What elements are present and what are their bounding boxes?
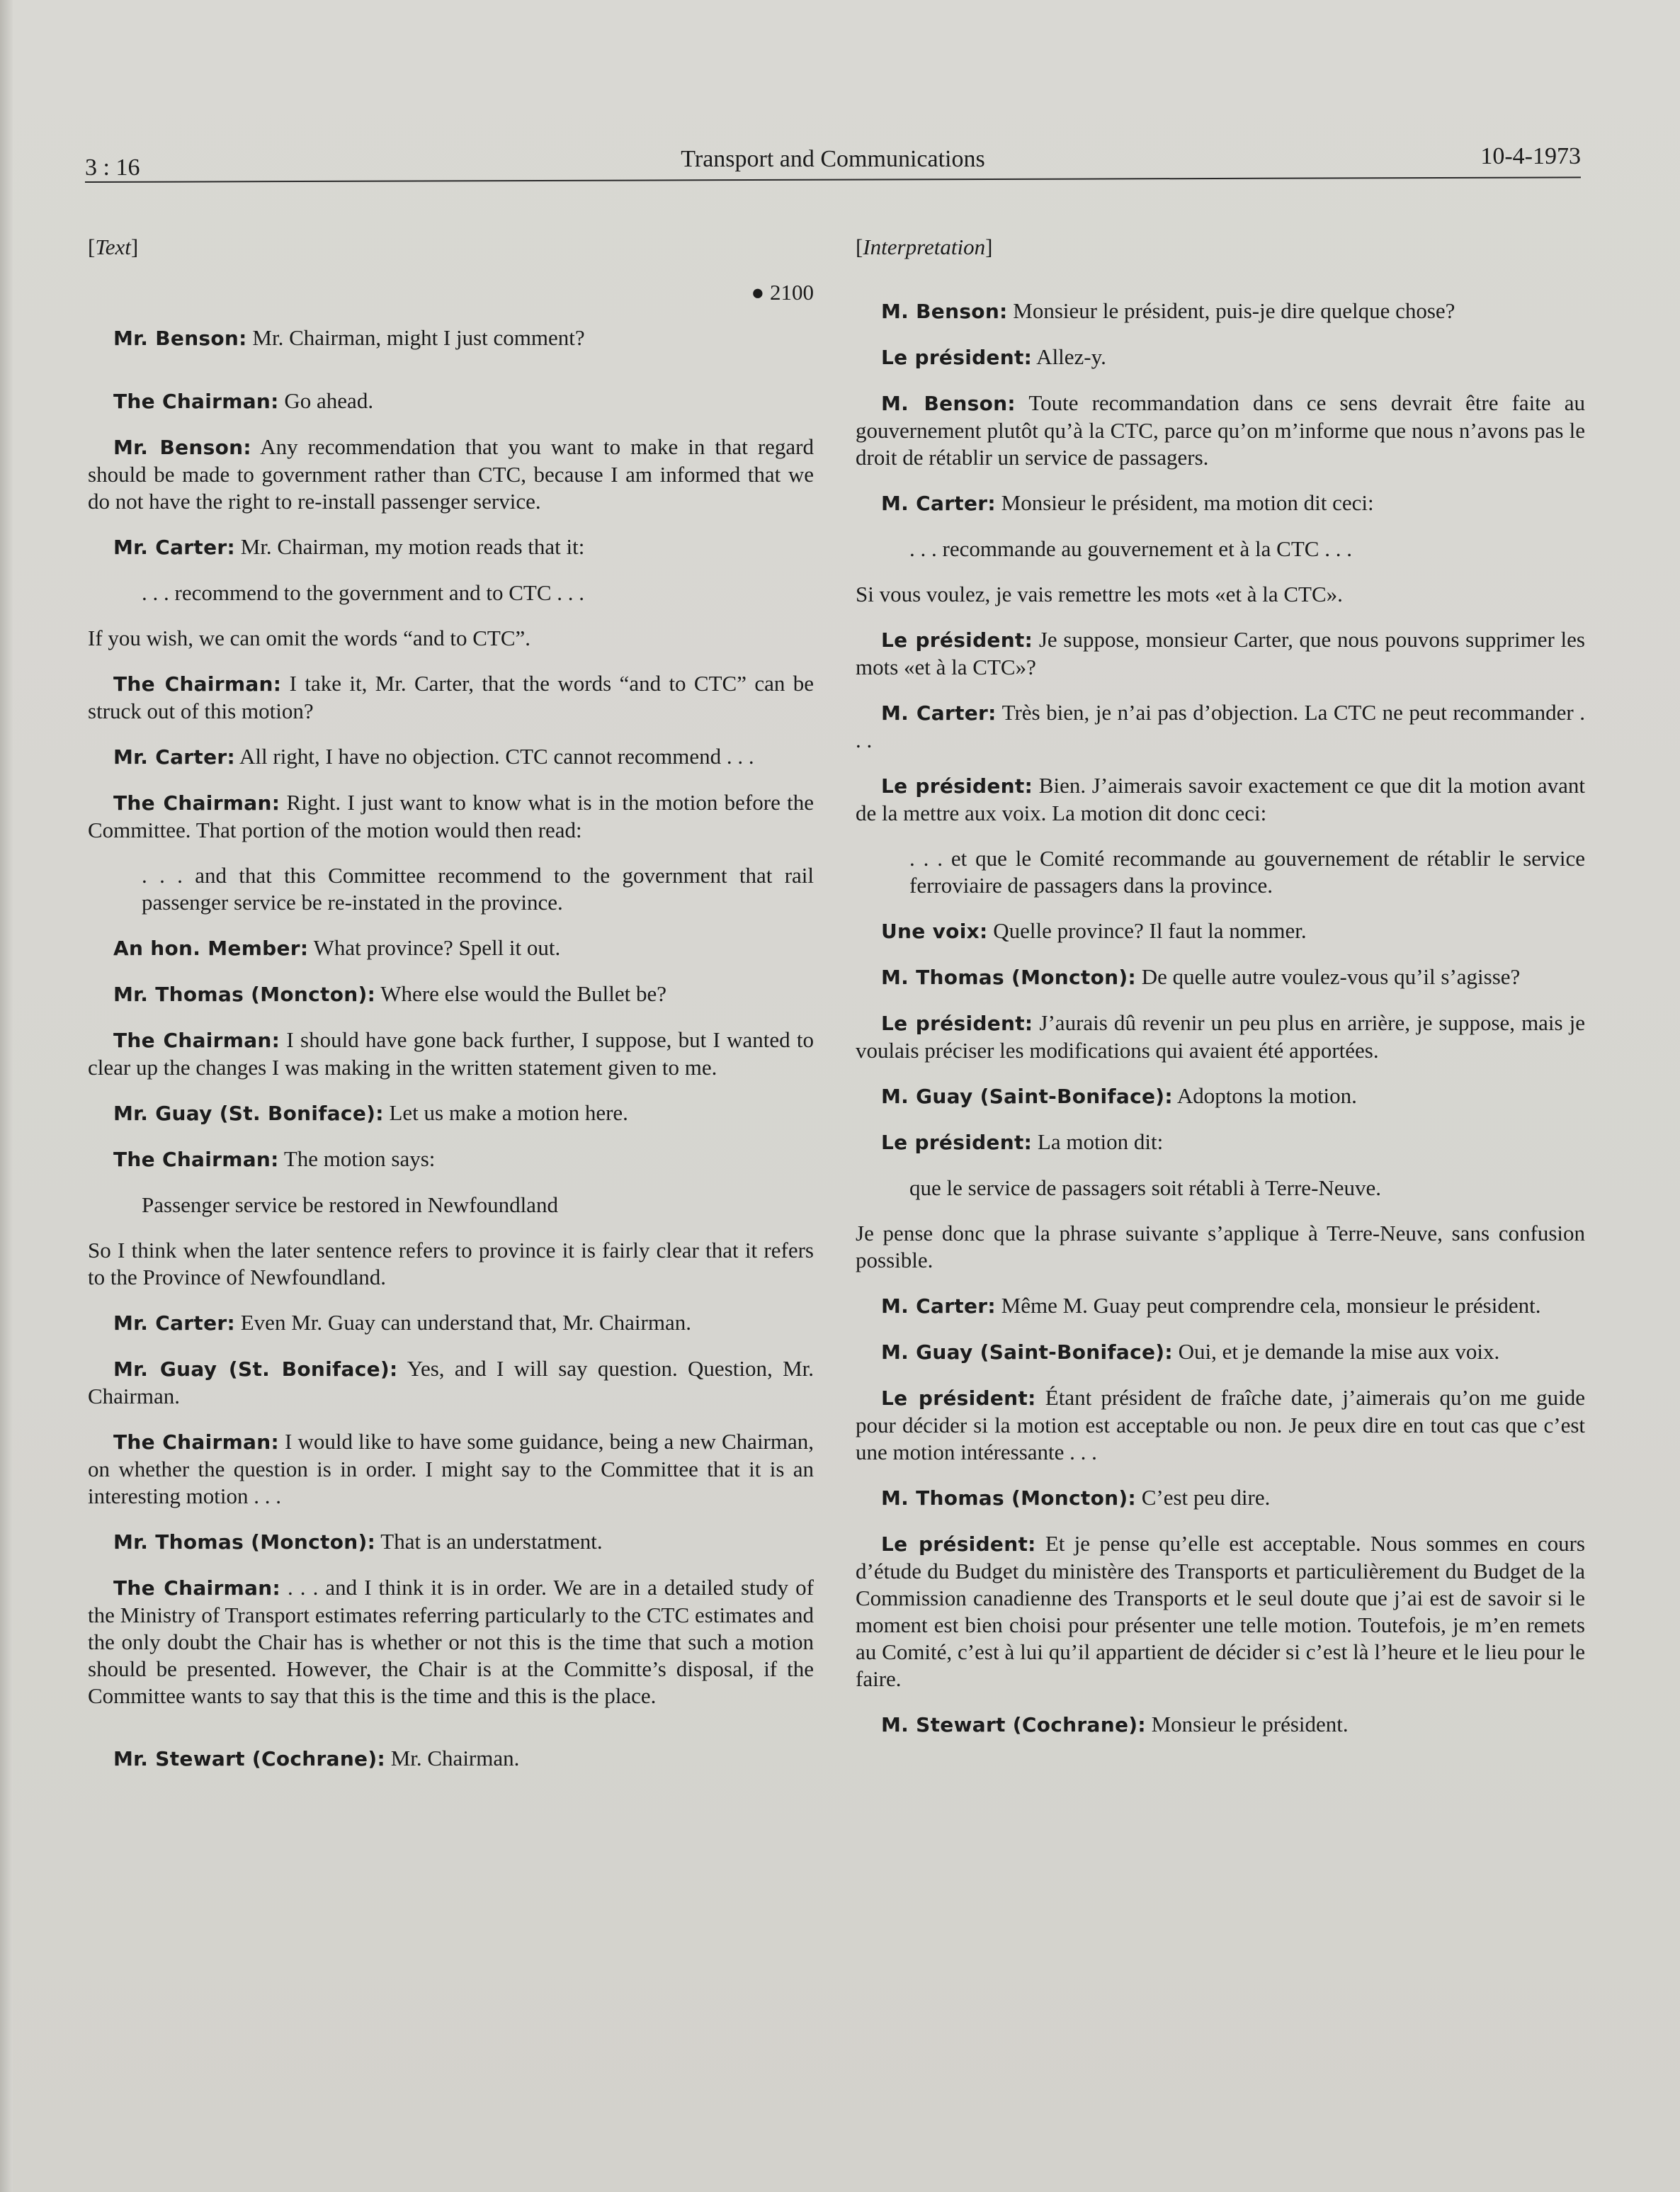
speaker-name: M. Benson:: [881, 392, 1016, 415]
transcript-paragraph: M. Carter: Monsieur le président, ma motion dit ceci:: [881, 490, 1374, 515]
speaker-name: Le président:: [881, 346, 1033, 369]
transcript-paragraph: Si vous voulez, je vais remettre les mots «et à la CTC».: [856, 582, 1343, 606]
speaker-name: Mr. Carter:: [113, 745, 235, 769]
speaker-name: M. Guay (Saint-Boniface):: [881, 1340, 1173, 1364]
transcript-paragraph: M. Guay (Saint-Boniface): Adoptons la motion.: [881, 1083, 1357, 1108]
speaker-name: An hon. Member:: [113, 937, 309, 960]
speaker-name: M. Guay (Saint-Boniface):: [881, 1085, 1173, 1108]
transcript-paragraph: An hon. Member: What province? Spell it out.: [113, 935, 561, 960]
speaker-name: Une voix:: [881, 920, 988, 943]
transcript-paragraph: M. Thomas (Moncton): C’est peu dire.: [881, 1485, 1271, 1510]
speaker-name: Mr. Benson:: [113, 327, 247, 350]
quoted-motion: . . . et que le Comité recommande au gouvernement de rétablir le service ferroviaire de passagers dans la province.: [909, 846, 1585, 898]
transcript-paragraph: The Chairman: Go ahead.: [113, 388, 374, 413]
speaker-name: Mr. Thomas (Moncton):: [113, 1530, 376, 1554]
transcript-paragraph: The Chairman: Right. I just want to know what is in the motion before the Committee. That portion of the motion would then read:: [88, 790, 815, 842]
transcript-paragraph: M. Guay (Saint-Boniface): Oui, et je demande la mise aux voix.: [881, 1339, 1500, 1364]
transcript-paragraph: The Chairman: I take it, Mr. Carter, that the words “and to CTC” can be struck out of this motion?: [88, 671, 814, 723]
transcript-paragraph: Le président: Je suppose, monsieur Carter, que nous pouvons supprimer les mots «et à la CTC»?: [856, 627, 1585, 679]
speaker-name: Le président:: [881, 1386, 1036, 1410]
transcript-paragraph: Le président: Étant président de fraîche date, j’aimerais qu’on me guide pour décider si la motion est acceptable ou non. Je peux dire en tout cas que c’est une motion intéressante . . .: [856, 1385, 1585, 1464]
quoted-motion: . . . recommande au gouvernement et à la CTC . . .: [909, 536, 1352, 561]
speaker-name: Mr. Guay (St. Boniface):: [113, 1102, 384, 1125]
transcript-paragraph: Le président: Et je pense qu’elle est acceptable. Nous sommes en cours d’étude du Budget du ministère des Transports et particulièrement du Budget de la Commission canadienne des Transports et le seul doute que j’ai est de savoir si le moment est bien choisi pour présenter une telle motion. Toutefois, je m’en remets au Comité, c’est à lui qu’il appartient de décider si c’est là l’heure et le lieu pour le faire.: [856, 1531, 1585, 1691]
transcript-paragraph: Le président: Bien. J’aimerais savoir exactement ce que dit la motion avant de la mettre aux voix. La motion dit donc ceci:: [856, 773, 1585, 825]
speaker-name: Le président:: [881, 774, 1033, 798]
transcript-paragraph: Mr. Guay (St. Boniface): Yes, and I will say question. Question, Mr. Chairman.: [88, 1356, 814, 1408]
transcript-paragraph: Le président: Allez-y.: [881, 344, 1106, 369]
speaker-name: Mr. Stewart (Cochrane):: [113, 1747, 385, 1770]
quoted-motion: . . . and that this Committee recommend to the government that rail passenger service be re-instated in the province.: [142, 863, 814, 915]
quoted-motion: Passenger service be restored in Newfoundland: [142, 1192, 558, 1217]
transcript-paragraph: The Chairman: The motion says:: [113, 1146, 436, 1171]
speaker-name: M. Benson:: [881, 300, 1008, 323]
speaker-name: Le président:: [881, 628, 1033, 652]
french-column: [856, 234, 1585, 1757]
speaker-name: Le président:: [881, 1012, 1033, 1035]
section-label-text: [Text]: [88, 235, 139, 259]
transcript-paragraph: Mr. Guay (St. Boniface): Let us make a motion here.: [113, 1100, 628, 1125]
quoted-motion: que le service de passagers soit rétabli à Terre-Neuve.: [909, 1175, 1382, 1200]
speaker-name: M. Thomas (Moncton):: [881, 1486, 1136, 1510]
transcript-paragraph: Le président: La motion dit:: [881, 1129, 1164, 1154]
page-binding-edge: [0, 0, 13, 2192]
speaker-name: Mr. Benson:: [113, 436, 251, 459]
transcript-paragraph: The Chairman: . . . and I think it is in order. We are in a detailed study of the Ministry of Transport estimates referring particularly to the CTC estimates and the only doubt the Chair has is whether or not this is the time that such a motion should be presented. However, the Chair is at the Committe’s disposal, if the Committee wants to say that this is the time and this is the place.: [88, 1575, 815, 1708]
transcript-paragraph: Mr. Thomas (Moncton): That is an understatment.: [113, 1529, 603, 1554]
transcript-paragraph: M. Carter: Même M. Guay peut comprendre cela, monsieur le président.: [881, 1293, 1541, 1318]
running-title: Transport and Communications: [681, 146, 985, 172]
speaker-name: The Chairman:: [113, 1576, 280, 1600]
speaker-name: Le président:: [881, 1532, 1036, 1556]
speaker-name: The Chairman:: [113, 1148, 279, 1171]
transcript-paragraph: Mr. Carter: All right, I have no objection. CTC cannot recommend . . .: [113, 744, 754, 769]
speaker-name: The Chairman:: [113, 1430, 279, 1454]
speaker-name: M. Stewart (Cochrane):: [881, 1713, 1146, 1736]
speaker-name: Mr. Thomas (Moncton):: [113, 983, 376, 1006]
page-number: 3 : 16: [85, 154, 140, 181]
header-date: 10-4-1973: [1480, 143, 1581, 169]
speaker-name: Le président:: [881, 1131, 1033, 1154]
transcript-paragraph: M. Thomas (Moncton): De quelle autre voulez-vous qu’il s’agisse?: [881, 964, 1521, 989]
transcript-paragraph: If you wish, we can omit the words “and to CTC”.: [88, 626, 531, 650]
section-label-interpretation: [Interpretation]: [856, 235, 993, 259]
speaker-name: Mr. Carter:: [113, 1311, 235, 1335]
transcript-paragraph: So I think when the later sentence refers to province it is fairly clear that it refers to the Province of Newfoundland.: [88, 1238, 814, 1289]
transcript-paragraph: Mr. Carter: Even Mr. Guay can understand that, Mr. Chairman.: [113, 1310, 691, 1335]
transcript-paragraph: M. Benson: Toute recommandation dans ce sens devrait être faite au gouvernement plutôt qu’à la CTC, parce qu’on m’informe que nous n’avons pas le droit de rétablir un service de passagers.: [856, 390, 1585, 470]
speaker-name: M. Thomas (Moncton):: [881, 966, 1136, 989]
speaker-name: The Chairman:: [113, 390, 279, 413]
speaker-name: M. Carter:: [881, 1294, 996, 1318]
speaker-name: M. Carter:: [881, 492, 996, 515]
transcript-paragraph: Mr. Thomas (Moncton): Where else would the Bullet be?: [113, 981, 667, 1006]
transcript-paragraph: Mr. Carter: Mr. Chairman, my motion reads that it:: [113, 534, 585, 559]
time-marker: ● 2100: [751, 280, 814, 305]
speaker-name: M. Carter:: [881, 701, 997, 725]
transcript-paragraph: Le président: J’aurais dû revenir un peu plus en arrière, je suppose, mais je voulais préciser les modifications qui avaient été apportées.: [856, 1010, 1585, 1063]
transcript-paragraph: M. Benson: Monsieur le président, puis-je dire quelque chose?: [881, 298, 1455, 323]
speaker-name: The Chairman:: [113, 1029, 280, 1052]
transcript-paragraph: Mr. Benson: Mr. Chairman, might I just comment?: [113, 325, 585, 350]
english-column: [88, 234, 814, 1791]
speaker-name: The Chairman:: [113, 791, 280, 815]
speaker-name: Mr. Guay (St. Boniface):: [113, 1357, 398, 1381]
transcript-paragraph: Je pense donc que la phrase suivante s’applique à Terre-Neuve, sans confusion possible.: [856, 1221, 1585, 1272]
speaker-name: Mr. Carter:: [113, 536, 235, 559]
quoted-motion: . . . recommend to the government and to CTC . . .: [142, 580, 585, 605]
transcript-paragraph: The Chairman: I should have gone back further, I suppose, but I wanted to clear up the changes I was making in the written statement given to me.: [88, 1027, 814, 1080]
transcript-paragraph: M. Stewart (Cochrane): Monsieur le président.: [881, 1712, 1349, 1736]
transcript-paragraph: Mr. Benson: Any recommendation that you want to make in that regard should be made to government rather than CTC, because I am informed that we do not have the right to re-install passenger service.: [88, 434, 814, 514]
transcript-paragraph: Une voix: Quelle province? Il faut la nommer.: [881, 918, 1307, 943]
speaker-name: The Chairman:: [113, 672, 282, 696]
transcript-paragraph: The Chairman: I would like to have some guidance, being a new Chairman, on whether the question is in order. I might say to the Committee that it is an interesting motion . . .: [88, 1429, 815, 1508]
transcript-paragraph: M. Carter: Très bien, je n’ai pas d’objection. La CTC ne peut recommander . . .: [856, 700, 1585, 752]
transcript-paragraph: Mr. Stewart (Cochrane): Mr. Chairman.: [113, 1746, 520, 1770]
